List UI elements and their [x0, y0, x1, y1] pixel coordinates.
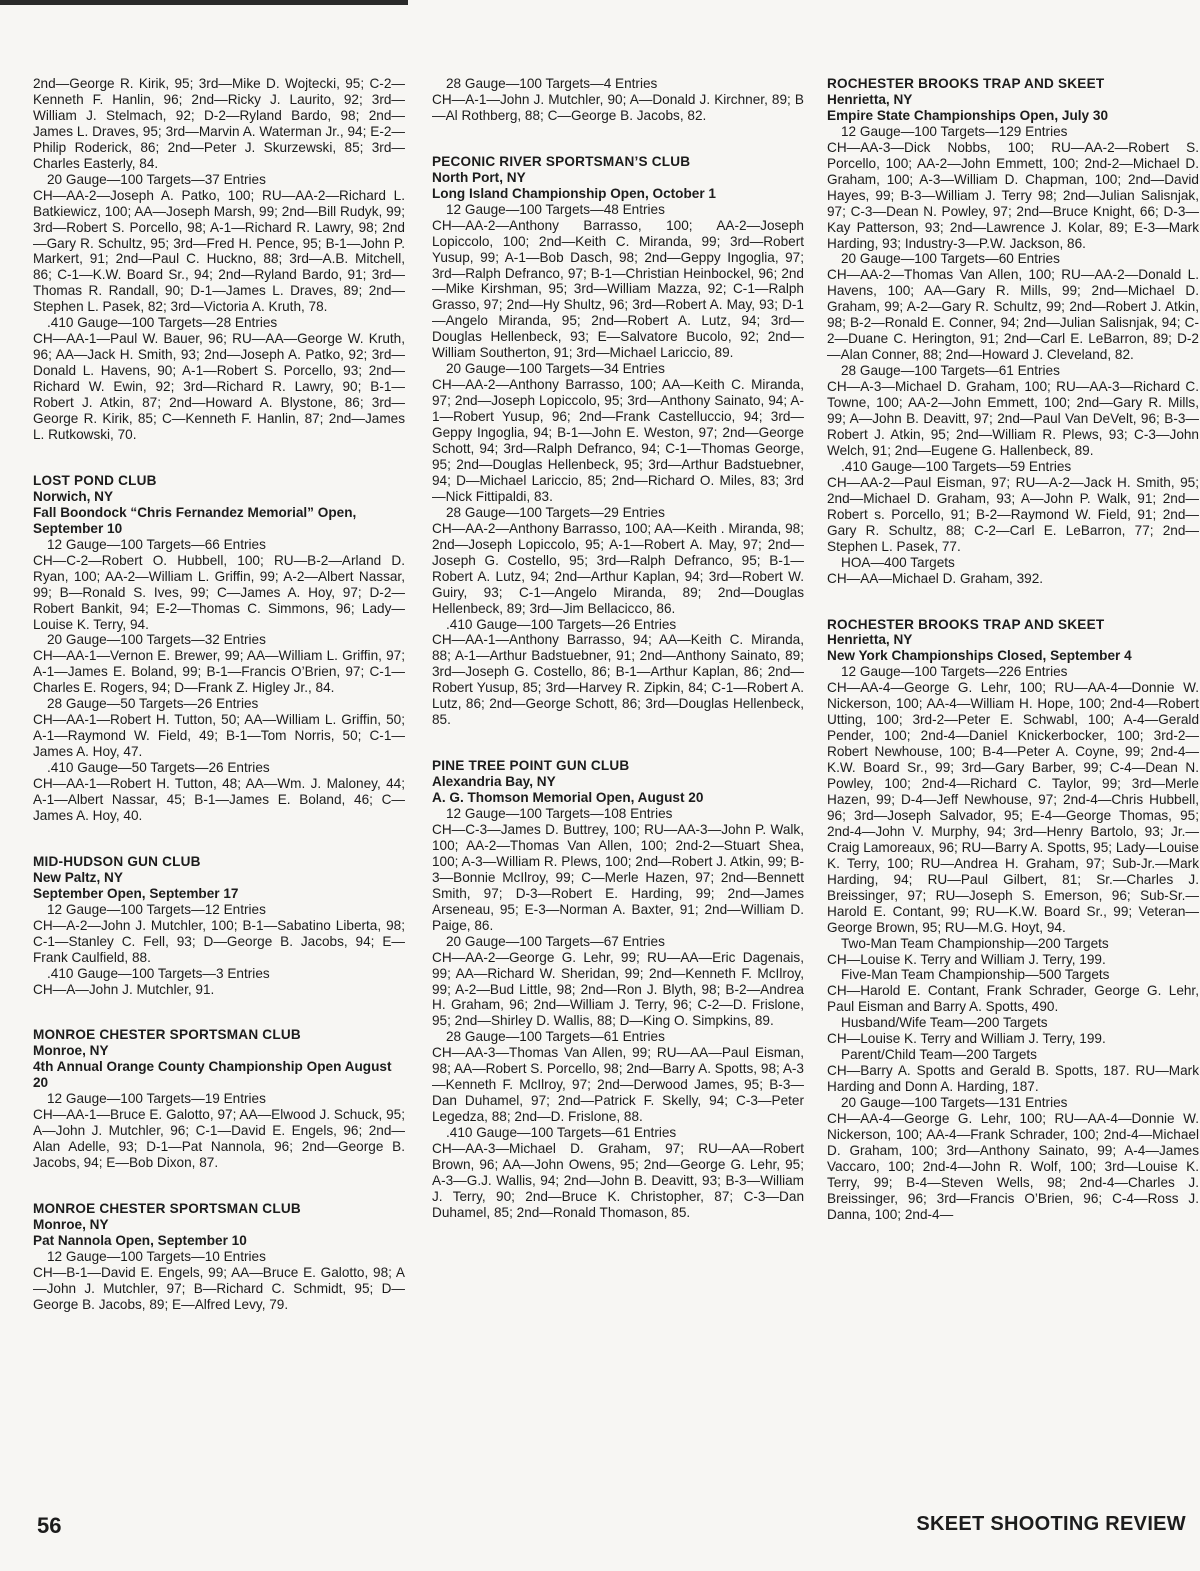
results-text: CH—A-3—Michael D. Graham, 100; RU—AA-3—Richard C. Towne, 100; AA-2—John Emmett, 100; 2nd—Gary R. Mills, 99; A—John B. Deavitt, 97; 2nd—Paul Van DeVelt, 96; B-3—Robert J. Atkin, 95; 2nd—William R. Plews, 93; C-3—John Welch, 91; 2nd—Eugene G. Hallenbeck, 89.: [827, 379, 1199, 458]
gauge-heading: .410 Gauge—100 Targets—61 Entries: [446, 1125, 677, 1141]
results-text: 2nd—George R. Kirik, 95; 3rd—Mike D. Wojtecki, 95; C-2—Kenneth F. Hanlin, 96; 2nd—Ricky J. Laurito, 92; 3rd—William J. Stelmach, 92; D-2—Ryland Bardo, 98; 2nd—James L. Draves, 95; 3rd—Marvin A. Waterman Jr., 94; E-2—Philip Roderick, 86; 2nd—Peter J. Skurzewski, 85; 3rd—Charles Easterly, 84.: [33, 76, 405, 171]
gauge-heading: 12 Gauge—100 Targets—226 Entries: [841, 664, 1068, 680]
club-location: Henrietta, NY: [827, 632, 913, 648]
gauge-heading: 12 Gauge—100 Targets—19 Entries: [47, 1091, 266, 1107]
club-name: MONROE CHESTER SPORTSMAN CLUB: [33, 1027, 301, 1043]
results-text: CH—AA-1—Robert H. Tutton, 50; AA—William L. Griffin, 50; A-1—Raymond W. Field, 49; B-1—Tom Norris, 50; C-1—James A. Hoy, 47.: [33, 712, 405, 760]
results-text: CH—AA-1—Paul W. Bauer, 96; RU—AA—George W. Kruth, 96; AA—Jack H. Smith, 93; 2nd—Joseph A. Patko, 92; 3rd—Donald L. Havens, 90; A-1—Robert S. Porcello, 93; 2nd—Richard W. Ewin, 92; 3rd—Richard R. Lawry, 90; B-1—Robert J. Atkin, 87; 2nd—Howard A. Blystone, 86; 3rd—George R. Kirik, 85; C—Kenneth F. Hanlin, 87; 2nd—James L. Rutkowski, 70.: [33, 331, 405, 442]
results-text: CH—B-1—David E. Engels, 99; AA—Bruce E. Galotto, 98; A—John J. Mutchler, 97; B—Richard C. Schmidt, 95; D—George B. Jacobs, 89; E—Alfred Levy, 79.: [33, 1264, 405, 1312]
club-location: North Port, NY: [432, 169, 526, 185]
results-text: CH—C-2—Robert O. Hubbell, 100; RU—B-2—Arland D. Ryan, 100; AA-2—William L. Griffin, 99; A-2—Albert Nassar, 99; B—Ronald S. Ives, 99; C—James A. Hoy, 97; D-2—Robert Bankit, 94; E-2—Thomas C. Simmons, 96; Lady—Louise K. Terry, 94.: [33, 552, 405, 632]
gauge-heading: 20 Gauge—100 Targets—37 Entries: [47, 171, 266, 187]
gauge-heading: 28 Gauge—100 Targets—4 Entries: [446, 76, 658, 91]
results-text: CH—AA—Michael D. Graham, 392.: [827, 570, 1044, 586]
club-location: Monroe, NY: [33, 1217, 109, 1232]
results-text: CH—AA-3—Michael D. Graham, 97; RU—AA—Robert Brown, 96; AA—John Owens, 95; 2nd—George G. Lehr, 95; A-3—G.J. Wallis, 94; 2nd—John B. Deavitt, 93; B-3—William J. Terry, 90; 2nd—Bruce K. Christopher, 87; C-3—Dan Duhamel, 85; 2nd—Ronald Thomason, 85.: [432, 1141, 804, 1220]
club-location: Henrietta, NY: [827, 91, 913, 107]
results-section: [33, 1201, 405, 1313]
gauge-heading: HOA—400 Targets: [841, 554, 955, 570]
gauge-heading: 12 Gauge—100 Targets—48 Entries: [446, 201, 665, 217]
event-name: A. G. Thomson Memorial Open, August 20: [432, 790, 704, 806]
results-text: CH—Harold E. Contant, Frank Schrader, George G. Lehr, Paul Eisman and Barry A. Spotts, 490.: [827, 983, 1199, 1015]
gauge-heading: 12 Gauge—100 Targets—108 Entries: [446, 806, 673, 822]
gauge-heading: 12 Gauge—100 Targets—66 Entries: [47, 536, 266, 552]
results-section: [33, 1027, 405, 1171]
results-text: CH—Barry A. Spotts and Gerald B. Spotts, 187. RU—Mark Harding and Donn A. Harding, 187.: [827, 1063, 1199, 1095]
gauge-heading: .410 Gauge—100 Targets—28 Entries: [47, 315, 278, 331]
event-name: Fall Boondock “Chris Fernandez Memorial” Open, September 10: [33, 504, 357, 536]
event-name: Long Island Championship Open, October 1: [432, 185, 716, 201]
gauge-heading: 20 Gauge—100 Targets—131 Entries: [841, 1095, 1068, 1111]
gauge-heading: 20 Gauge—100 Targets—34 Entries: [446, 361, 665, 377]
results-section: [33, 854, 405, 998]
club-location: Norwich, NY: [33, 488, 114, 504]
results-section: [432, 76, 804, 124]
event-name: New York Championships Closed, September 4: [827, 648, 1132, 664]
gauge-heading: 12 Gauge—100 Targets—10 Entries: [47, 1248, 266, 1264]
top-rule: [0, 0, 408, 5]
gauge-heading: 12 Gauge—100 Targets—129 Entries: [841, 123, 1068, 139]
results-text: CH—AA-1—Bruce E. Galotto, 97; AA—Elwood J. Schuck, 95; A—John J. Mutchler, 96; C-1—David E. Engels, 96; 2nd—Alan Adelle, 93; D-1—Pat Nannola, 96; 2nd—George B. Jacobs, 94; E—Bob Dixon, 87.: [33, 1107, 405, 1171]
event-name: 4th Annual Orange County Championship Open August 20: [33, 1059, 392, 1091]
column-1: [33, 76, 405, 1343]
results-text: CH—AA-2—Anthony Barrasso, 100; AA—Keith C. Miranda, 97; 2nd—Joseph Lopiccolo, 95; 3rd—Anthony Sainato, 94; A-1—Robert Yusup, 96; 2nd—Frank Castelluccio, 94; 3rd—Geppy Ingoglia, 94; B-1—John E. Weston, 97; 2nd—George Schott, 94; 3rd—Ralph Defranco, 94; C-1—Thomas George, 95; 2nd—Douglas Hellenbeck, 95; 3rd—Arthur Badstuebner, 94; D—Michael Lariccio, 85; 2nd—Richard O. Miles, 83; 3rd—Nick Fittipaldi, 83.: [432, 377, 804, 504]
club-name: ROCHESTER BROOKS TRAP AND SKEET: [827, 76, 1105, 91]
results-text: CH—A—John J. Mutchler, 91.: [33, 981, 215, 997]
club-name: LOST POND CLUB: [33, 472, 157, 488]
results-text: CH—C-3—James D. Buttrey, 100; RU—AA-3—John P. Walk, 100; AA-2—Thomas Van Allen, 100; 2nd-2—Stuart Shea, 100; A-3—William R. Plews, 100; 2nd—Robert J. Atkin, 99; B-3—Bonnie McIlroy, 99; C—Merle Hazen, 97; 2nd—Bennett Smith, 97; D-3—Robert E. Harding, 99; 2nd—James Arseneau, 95; E-3—Norman A. Baxter, 91; 2nd—William D. Paige, 86.: [432, 821, 804, 933]
gauge-heading: 20 Gauge—100 Targets—67 Entries: [446, 933, 665, 949]
results-section: [827, 617, 1199, 1223]
results-section: [33, 76, 405, 443]
results-text: CH—AA-2—Joseph A. Patko, 100; RU—AA-2—Richard L. Batkiewicz, 100; AA—Joseph Marsh, 99; 2nd—Bill Rudyk, 99; 3rd—Robert S. Porcello, 98; A-1—Richard R. Lawry, 98; 2nd—Gary R. Schultz, 95; 3rd—Fred H. Pence, 95; B-1—John P. Markert, 91; 2nd—Paul C. Huckno, 88; 3rd—A.B. Mitchell, 86; C-1—K.W. Board Sr., 94; 2nd—Ryland Bardo, 91; 3rd—Thomas R. Randall, 90; D-1—James L. Draves, 89; 2nd—Stephen L. Pasek, 82; 3rd—Victoria A. Kruth, 78.: [33, 187, 405, 315]
club-location: New Paltz, NY: [33, 869, 123, 885]
gauge-heading: .410 Gauge—100 Targets—59 Entries: [841, 458, 1072, 474]
gauge-heading: Husband/Wife Team—200 Targets: [841, 1015, 1048, 1031]
gauge-heading: 20 Gauge—100 Targets—32 Entries: [47, 632, 266, 648]
results-text: CH—AA-2—Anthony Barrasso, 100; AA—Keith . Miranda, 98; 2nd—Joseph Lopiccolo, 95; A-1—Robert A. May, 97; 2nd—Joseph G. Costello, 95; 3rd—Ralph Defranco, 95; B-1—Robert A. Lutz, 94; 2nd—Arthur Kaplan, 94; 3rd—Robert W. Guiry, 93; C-1—Angelo Miranda, 89; 2nd—Douglas Hellenbeck, 89; 3rd—Jim Bellacicco, 86.: [432, 520, 804, 616]
club-location: Alexandria Bay, NY: [432, 774, 556, 790]
results-text: CH—Louise K. Terry and William J. Terry, 199.: [827, 1031, 1106, 1047]
event-name: September Open, September 17: [33, 885, 239, 901]
results-text: CH—AA-2—Paul Eisman, 97; RU—A-2—Jack H. Smith, 95; 2nd—Michael D. Graham, 93; A—John P. Walk, 91; 2nd—Robert s. Porcello, 91; B-2—Raymond W. Field, 91; 2nd—Gary R. Schultz, 88; C-2—Carl E. LeBarron, 77; 2nd—Stephen L. Pasek, 77.: [827, 474, 1199, 554]
club-name: MONROE CHESTER SPORTSMAN CLUB: [33, 1201, 301, 1217]
results-section: [432, 758, 804, 1221]
results-section: [432, 154, 804, 728]
gauge-heading: .410 Gauge—100 Targets—3 Entries: [47, 965, 270, 981]
event-name: Pat Nannola Open, September 10: [33, 1232, 247, 1248]
results-text: CH—Louise K. Terry and William J. Terry, 199.: [827, 951, 1106, 967]
results-section: [33, 473, 405, 824]
page-number: 56: [37, 1513, 62, 1538]
results-text: CH—AA-2—George G. Lehr, 99; RU—AA—Eric Dagenais, 99; AA—Richard W. Sheridan, 99; 2nd—Kenneth F. McIlroy, 99; A-2—Bud Little, 98; 2nd—Ron J. Blyth, 98; B-2—Andrea H. Graham, 96; 2nd—William J. Terry, 96; C-2—D. Frislone, 95; 2nd—Shirley D. Wallis, 88; D—King O. Simpkins, 89.: [432, 949, 804, 1029]
results-text: CH—AA-4—George G. Lehr, 100; RU—AA-4—Donnie W. Nickerson, 100; AA-4—Frank Schrader, 100; 2nd-4—Michael D. Graham, 100; 3rd—Anthony Sainato, 99; A-4—James Vaccaro, 100; 2nd-4—John R. Wolf, 100; 3rd—Louise K. Terry, 99; B-4—Steven Wells, 98; 2nd-4—Charles J. Breissinger, 96; 3rd—Francis O’Brien, 96; C-4—Ross J. Danna, 100; 2nd-4—: [827, 1111, 1199, 1222]
gauge-heading: 12 Gauge—100 Targets—12 Entries: [47, 901, 266, 917]
gauge-heading: 28 Gauge—100 Targets—29 Entries: [446, 504, 665, 520]
results-text: CH—AA-1—Anthony Barrasso, 94; AA—Keith C. Miranda, 88; A-1—Arthur Badstuebner, 91; 2nd—Anthony Sainato, 89; 3rd—Joseph G. Costello, 86; B-1—Arthur Kaplan, 86; 2nd—Robert Yusup, 85; 3rd—Harvey R. Zipkin, 84; C-1—Robert A. Lutz, 86; 2nd—George Schott, 86; 3rd—Douglas Hellenbeck, 85.: [432, 632, 804, 728]
results-text: CH—AA-2—Anthony Barrasso, 100; AA-2—Joseph Lopiccolo, 100; 2nd—Keith C. Miranda, 99; 3rd—Robert Yusup, 99; A-1—Bob Dasch, 98; 2nd—Geppy Ingoglia, 97; 3rd—Ralph Defranco, 97; B-1—Christian Heinbockel, 96; 2nd—Mike Kirshman, 95; 3rd—William Mazza, 92; C-1—Ralph Grasso, 97; 2nd—Hy Shultz, 96; 3rd—Robert A. May, 93; D-1—Angelo Miranda, 95; 2nd—Robert A. Lutz, 94; 3rd—Douglas Hellenbeck, 93; E—Salvatore Bucolo, 92; 2nd—William Southerton, 91; 3rd—Michael Lariccio, 89.: [432, 217, 804, 361]
gauge-heading: .410 Gauge—50 Targets—26 Entries: [47, 760, 270, 776]
gauge-heading: .410 Gauge—100 Targets—26 Entries: [446, 616, 677, 632]
gauge-heading: Two-Man Team Championship—200 Targets: [841, 935, 1109, 951]
results-text: CH—AA-2—Thomas Van Allen, 100; RU—AA-2—Donald L. Havens, 100; AA—Gary R. Mills, 99; 2nd—Michael D. Graham, 99; A-2—Gary R. Schultz, 99; 2nd—Robert J. Atkin, 98; B-2—Ronald E. Conner, 94; 2nd—Julian Salisnjak, 94; C-2—Duane C. Herington, 91; 2nd—Carl E. LeBarron, 89; D-2—Alan Conner, 88; 2nd—Howard J. Cleveland, 82.: [827, 267, 1199, 363]
gauge-heading: 20 Gauge—100 Targets—60 Entries: [841, 251, 1060, 267]
results-text: CH—AA-1—Robert H. Tutton, 48; AA—Wm. J. Maloney, 44; A-1—Albert Nassar, 45; B-1—James E. Boland, 46; C—James A. Hoy, 40.: [33, 776, 405, 823]
gauge-heading: Five-Man Team Championship—500 Targets: [841, 967, 1110, 983]
club-name: PINE TREE POINT GUN CLUB: [432, 758, 630, 774]
results-text: CH—AA-4—George G. Lehr, 100; RU—AA-4—Donnie W. Nickerson, 100; AA-4—William H. Hope, 100; 2nd-4—Robert Utting, 100; 3rd-2—Peter E. Schwabl, 100; A-4—Gerald Pender, 100; 2nd-4—Daniel Knickerbocker, 100; 3rd-2—Robert Newhouse, 100; B-4—Peter A. Coyne, 99; 2nd-4—K.W. Board Sr., 99; 3rd—Gary Barber, 99; C-4—Dean N. Powley, 100; 2nd-4—Richard C. Taylor, 99; 3rd—Merle Hazen, 99; D-4—Jeff Newhouse, 97; 2nd-4—Chris Hubbell, 96; 3rd—Joseph Salvador, 95; E-4—George Thomas, 95; 2nd-4—John V. Murphy, 94; 3rd—Henry Bartolo, 93; Jr.—Craig Lamoreaux, 96; RU—Barry A. Spotts, 95; Lady—Louise K. Terry, 100; RU—Andrea H. Graham, 97; Sub-Jr.—Mark Harding, 94; RU—Paul Gilbert, 81; Sr.—Charles J. Breissinger, 97; RU—Joseph S. Emerson, 96; Sub-Sr.—Harold E. Contant, 99; RU—K.W. Board Sr., 99; Veteran—George Brown, 95; RU—M.G. Hoyt, 94.: [827, 680, 1199, 935]
results-text: CH—AA-3—Dick Nobbs, 100; RU—AA-2—Robert S. Porcello, 100; AA-2—John Emmett, 100; 2nd-2—Michael D. Graham, 100; A-3—William D. Chapman, 100; 2nd—David Hayes, 99; B-3—William J. Terry 98; 2nd—Julian Salisnjak, 97; C-3—Dean N. Powley, 97; 2nd—Bruce Knight, 66; D-3—Kay Patterson, 93; 2nd—Lawrence J. Kolar, 89; E-3—Mark Harding, 93; Industry-3—P.W. Jackson, 86.: [827, 139, 1199, 251]
club-name: ROCHESTER BROOKS TRAP AND SKEET: [827, 616, 1105, 632]
gauge-heading: Parent/Child Team—200 Targets: [841, 1047, 1037, 1063]
gauge-heading: 28 Gauge—100 Targets—61 Entries: [446, 1029, 665, 1045]
results-text: CH—AA-3—Thomas Van Allen, 99; RU—AA—Paul Eisman, 98; AA—Robert S. Porcello, 98; 2nd—Barry A. Spotts, 98; A-3—Kenneth F. McIlroy, 97; 2nd—Derwood James, 95; B-3—Dan Duhamel, 97; 2nd—Patrick F. Skelly, 94; C-3—Peter Legedza, 88; 2nd—D. Frislone, 88.: [432, 1045, 804, 1125]
results-section: [827, 76, 1199, 587]
column-2: [432, 76, 804, 1251]
results-text: CH—A-1—John J. Mutchler, 90; A—Donald J. Kirchner, 89; B—Al Rothberg, 88; C—George B. Jacobs, 82.: [432, 91, 804, 123]
results-text: CH—AA-1—Vernon E. Brewer, 99; AA—William L. Griffin, 97; A-1—James E. Boland, 99; B-1—Francis O’Brien, 97; C-1—Charles E. Rogers, 94; D—Frank Z. Higley Jr., 84.: [33, 648, 405, 696]
gauge-heading: 28 Gauge—100 Targets—61 Entries: [841, 363, 1060, 379]
gauge-heading: 28 Gauge—50 Targets—26 Entries: [47, 696, 259, 712]
club-name: PECONIC RIVER SPORTSMAN’S CLUB: [432, 153, 691, 169]
event-name: Empire State Championships Open, July 30: [827, 107, 1109, 123]
magazine-title: SKEET SHOOTING REVIEW: [916, 1513, 1186, 1535]
results-text: CH—A-2—John J. Mutchler, 100; B-1—Sabatino Liberta, 98; C-1—Stanley C. Fell, 93; D—George B. Jacobs, 94; E—Frank Caulfield, 88.: [33, 917, 405, 965]
club-location: Monroe, NY: [33, 1043, 109, 1059]
club-name: MID-HUDSON GUN CLUB: [33, 853, 201, 869]
column-3: [827, 76, 1199, 1253]
